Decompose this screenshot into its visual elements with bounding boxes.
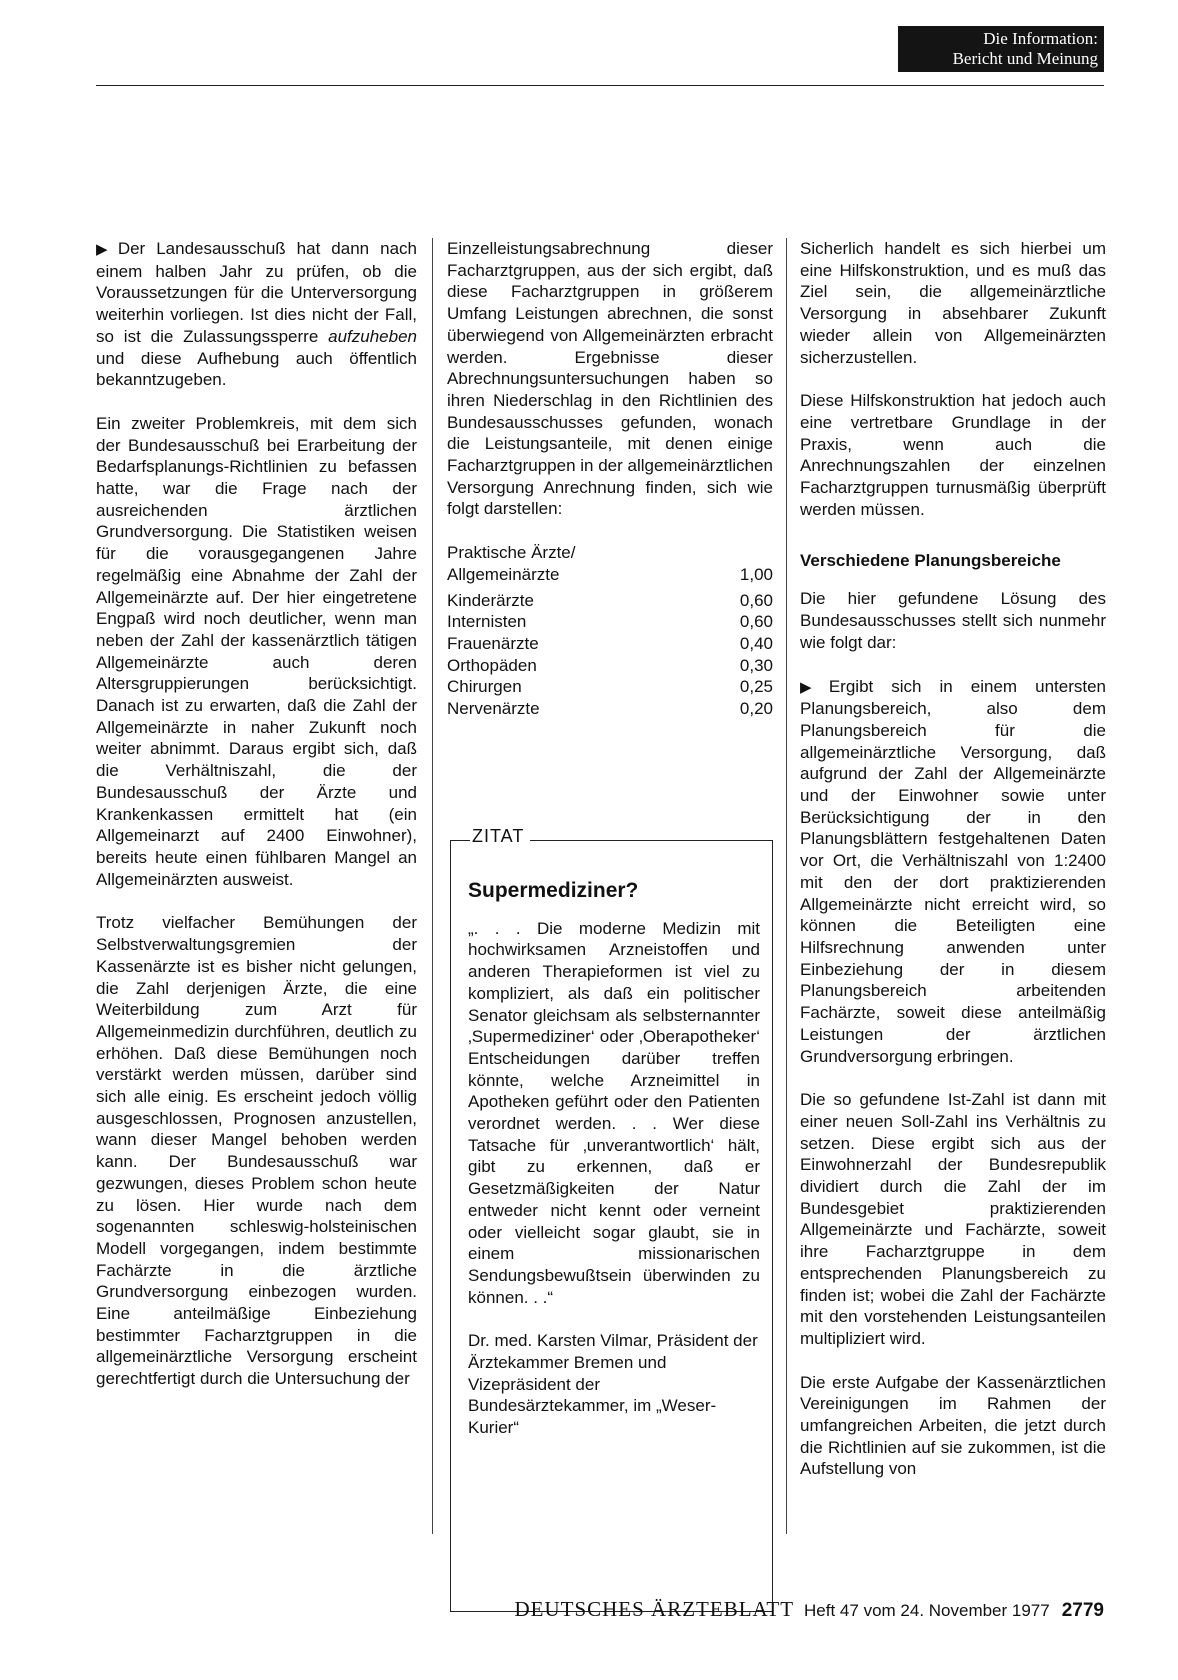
table-row: Orthopäden 0,30 — [447, 655, 773, 675]
paragraph-text: Der Landesausschuß hat dann nach einem halben Jahr zu prüfen, ob die Voraussetzungen für die Unterversorgung weiterhin vorliegen. Ist dies nicht der Fall, so ist die Zulassungssperre — [96, 239, 417, 346]
table-row: Internisten 0,60 — [447, 612, 773, 632]
paragraph: Die so gefundene Ist-Zahl ist dann mit einer neuen Soll-Zahl ins Verhältnis zu setzen. Diese ergibt sich aus der Einwohnerzahl der Bundesrepublik dividiert durch die Zahl der im Bundesgebiet praktizierenden Allgemeinärzte und Fachärzte, soweit ihre Facharztgruppe in dem entsprechenden Planungsbereich zu finden ist; wobei die Zahl der Fachärzte mit den vorstehenden Leistungsanteilen multipliziert wird. — [800, 1090, 1106, 1348]
arrow-bullet-icon: ▶ — [96, 241, 114, 258]
table-row: Kinderärzte 0,60 — [447, 590, 773, 610]
share-table — [447, 542, 773, 720]
paragraph — [96, 238, 417, 391]
page-number: 2779 — [1061, 1600, 1104, 1621]
quote-title: Supermediziner? — [468, 879, 639, 902]
paragraph: Diese Hilfskonstruktion hat jedoch auch eine vertretbare Grundlage in der Praxis, wenn auch die Anrechnungszahlen der einzelnen Facharztgruppen turnusmäßig überprüft werden müssen. — [800, 391, 1106, 519]
paragraph — [800, 676, 1106, 1068]
quote-label: ZITAT — [470, 826, 530, 847]
quote-source: Dr. med. Karsten Vilmar, Präsident der Ärztekammer Bremen und Vizepräsident der Bundesärztekammer, im „Weser-Kurier“ — [468, 1331, 758, 1438]
paragraph: Ein zweiter Problemkreis, mit dem sich der Bundesausschuß bei Erarbeitung der Bedarfsplanungs-Richtlinien zu befassen hatte, war die Frage nach der ausreichenden ärztlichen Grundversorgung. Die Statistiken weisen für die vorausgegangenen Jahre regelmäßig eine Abnahme der Zahl der Allgemeinärzte auf. Der hier eingetretene Engpaß wird noch deutlicher, wenn man neben der Zahl der kassenärztlich tätigen Allgemeinärzte auch deren Altersgruppierungen berücksichtigt. Danach ist zu erwarten, daß die Zahl der Allgemeinärzte in naher Zukunft noch weiter abnimmt. Daraus ergibt sich, daß die Verhältniszahl, die der Bundesausschuß der Ärzte und Krankenkassen ermittelt hat (ein Allgemeinarzt auf 2400 Einwohner), bereits heute einen fühlbaren Mangel an Allgemeinärzten ausweist. — [96, 413, 417, 889]
quote-body — [468, 880, 760, 1461]
section-heading: Verschiedene Planungsbereiche — [800, 551, 1061, 571]
column-divider — [432, 238, 433, 1534]
table-row: Allgemeinärzte 1,00 — [447, 564, 773, 584]
arrow-bullet-icon: ▶ — [800, 678, 825, 696]
table-row: Frauenärzte 0,40 — [447, 633, 773, 653]
paragraph-text: Ergibt sich in einem untersten Planungsbereich, also dem Planungsbereich für die allgemeinärztliche Versorgung, daß aufgrund der Zahl der Allgemeinärzte und der Einwohner sowie unter Berücksichtigung der in den Planungsblättern festgehaltenen Daten vor Ort, die Verhältniszahl von 1:2400 mit den der dort praktizierenden Allgemeinärzte nicht erreicht wird, so können die Beteiligten eine Hilfsrechnung anwenden unter Einbeziehung der in diesem Planungsbereich arbeitenden Fachärzte, soweit diese anteilmäßig Leistungen der ärztlichen Grundversorgung erbringen. — [800, 676, 1106, 1066]
paragraph: Sicherlich handelt es sich hierbei um eine Hilfskonstruktion, und es muß das Ziel sein, die allgemeinärztliche Versorgung in absehbarer Zukunft wieder allein von Allgemeinärzten sicherzustellen. — [800, 239, 1106, 367]
column-1 — [96, 238, 417, 1412]
emphasis-text: aufzuheben — [328, 326, 417, 346]
paragraph: Die hier gefundene Lösung des Bundesausschusses stellt sich nunmehr wie folgt dar: — [800, 589, 1106, 652]
paragraph: Trotz vielfacher Bemühungen der Selbstverwaltungsgremien der Kassenärzte ist es bisher nicht gelungen, die Zahl derjenigen Ärzte, die eine Weiterbildung zum Arzt für Allgemeinmedizin durchführen, deutlich zu erhöhen. Daß diese Bemühungen noch verstärkt werden müssen, darüber sind sich alle einig. Es erscheint jedoch völlig ausgeschlossen, Prognosen anzustellen, wann dieser Mangel behoben werden kann. Der Bundesausschuß war gezwungen, dieses Problem schon heute zu lösen. Hier wurde nach dem sogenannten schleswig-holsteinischen Modell vorgegangen, indem bestimmte Fachärzte in die ärztliche Grundversorgung einbezogen wurden. Eine anteilmäßige Einbeziehung bestimmter Facharztgruppen in die allgemeinärztliche Versorgung erscheint gerechtfertigt durch die Untersuchung der — [96, 913, 417, 1389]
paragraph-text: und diese Aufhebung auch öffentlich bekanntzugeben. — [96, 348, 417, 390]
page-footer — [514, 1597, 1104, 1622]
journal-name: DEUTSCHES ÄRZTEBLATT — [514, 1597, 795, 1621]
table-row: Chirurgen 0,25 — [447, 677, 773, 697]
section-header-line2: Bericht und Meinung — [952, 49, 1098, 68]
column-divider — [786, 238, 787, 1534]
quote-text: „. . . Die moderne Medizin mit hochwirksamen Arzneistoffen und anderen Therapieformen ist viel zu kompliziert, als daß ein politischer Senator gleichsam als selbsternannter ‚Supermediziner‘ oder ‚Oberapotheker‘ Entscheidungen darüber treffen könnte, welche Arzneimittel in Apotheken geführt oder den Patienten verordnet werden. . . Wer diese Tatsache für ‚unverantwortlich‘ hält, gibt zu erkennen, daß er Gesetzmäßigkeiten der Natur entweder nicht kennt oder verneint oder vielleicht sogar glaubt, sie in einem missionarischen Sendungsbewußtsein überwinden zu können. . .“ — [468, 918, 760, 1307]
table-row: Praktische Ärzte/ — [447, 543, 576, 563]
column-2 — [447, 238, 773, 730]
paragraph: Die erste Aufgabe der Kassenärztlichen Vereinigungen im Rahmen der umfangreichen Arbeiten, die jetzt durch die Richtlinien auf sie zukommen, ist die Aufstellung von — [800, 1372, 1106, 1479]
column-3 — [800, 238, 1106, 1502]
section-header-box — [898, 26, 1104, 72]
header-rule — [96, 85, 1104, 86]
issue-info: Heft 47 vom 24. November 1977 — [804, 1601, 1050, 1620]
paragraph: Einzelleistungsabrechnung dieser Facharztgruppen, aus der sich ergibt, daß diese Facharztgruppen in größerem Umfang Leistungen abrechnen, die sonst überwiegend von Allgemeinärzten erbracht werden. Ergebnisse dieser Abrechnungsuntersuchungen haben so ihren Niederschlag in den Richtlinien des Bundesausschusses gefunden, wonach die Leistungsanteile, mit denen einige Facharztgruppen in der allgemeinärztlichen Versorgung Anrechnung finden, sich wie folgt darstellen: — [447, 239, 774, 519]
table-row: Nervenärzte 0,20 — [447, 699, 773, 719]
section-header-line1: Die Information: — [983, 29, 1098, 48]
